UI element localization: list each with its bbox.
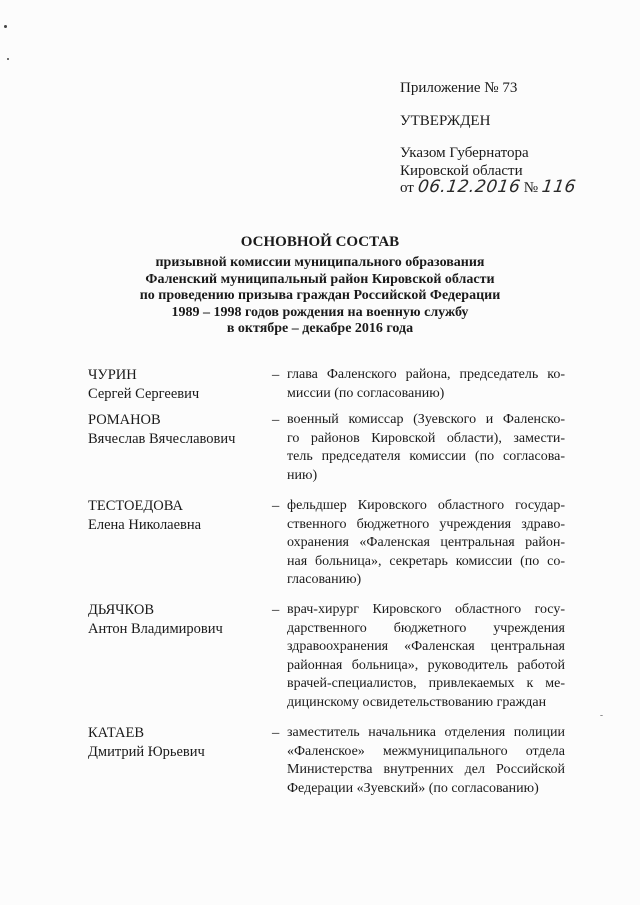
member-duty-line: охранения «Фаленская центральная район- <box>287 535 565 550</box>
member-duty-line: миссии (по согласованию) <box>287 385 445 401</box>
member-surname: ЧУРИН <box>88 367 137 383</box>
separator-dash: – <box>272 498 280 514</box>
approved-label: УТВЕРЖДЕН <box>400 113 491 129</box>
member-duty-line: го районов Кировской области), замести- <box>287 430 565 446</box>
decree-line-2: Кировской области <box>400 163 523 179</box>
handwritten-number: 116 <box>540 177 578 197</box>
scan-speck <box>4 25 7 28</box>
number-sign: № <box>523 180 539 196</box>
subtitle-line: в октябре – декабре 2016 года <box>226 321 414 336</box>
member-given-name: Вячеслав Вячеславович <box>88 430 236 447</box>
member-duty-line: ная больница», секретарь комиссии (по со- <box>287 553 565 569</box>
member-duty-line: фельдшер Кировского областного государ- <box>287 498 565 513</box>
appendix-number: Приложение № 73 <box>400 80 518 96</box>
member-duty-line: Федерации «Зуевский» (по согласованию) <box>287 780 539 796</box>
member-given-name: Дмитрий Юрьевич <box>88 743 205 760</box>
member-surname: КАТАЕВ <box>88 725 145 741</box>
separator-dash: – <box>272 367 280 383</box>
member-surname: РОМАНОВ <box>88 412 161 428</box>
member-duty-line: глава Фаленского района, председатель ко- <box>287 367 565 382</box>
member-duty-line: «Фаленское» межмуниципального отдела <box>287 743 565 759</box>
date-prefix: от <box>400 180 414 196</box>
member-duty-line: гласованию) <box>287 572 362 587</box>
member-duty-line: нию) <box>287 467 318 483</box>
decree-date-line <box>400 178 576 197</box>
separator-dash: – <box>272 725 280 741</box>
member-given-name: Елена Николаевна <box>88 516 202 533</box>
member-given-name: Антон Владимирович <box>88 620 223 637</box>
member-duty-line: заместитель начальника отделения полиции <box>287 725 565 740</box>
scan-speck <box>600 715 603 716</box>
scan-speck <box>7 58 9 60</box>
document-title: ОСНОВНОЙ СОСТАВ <box>240 234 400 250</box>
handwritten-date: 06.12.2016 <box>416 177 522 197</box>
member-surname: ТЕСТОЕДОВА <box>88 498 183 514</box>
member-duty-line: здравоохранения «Фаленская центральная <box>287 639 565 654</box>
subtitle-line: по проведению призыва граждан Российской Федерации <box>139 288 501 303</box>
subtitle-line: Фаленский муниципальный район Кировской области <box>145 271 495 287</box>
member-duty-line: тель председателя комиссии (по согласова- <box>287 449 565 464</box>
subtitle-line: 1989 – 1998 годов рождения на военную службу <box>171 304 469 320</box>
separator-dash: – <box>272 412 280 428</box>
subtitle-line: призывной комиссии муниципального образования <box>155 255 485 270</box>
member-duty-line: дицинскому освидетельствованию граждан <box>287 694 547 710</box>
member-duty-line: Министерства внутренних дел Российской <box>287 762 565 777</box>
member-duty-line: врач-хирург Кировского областного госу- <box>287 602 565 617</box>
member-duty-line: дарственного бюджетного учреждения <box>287 620 565 636</box>
member-duty-line: районная больница», руководитель работой <box>287 657 565 673</box>
separator-dash: – <box>272 602 280 618</box>
member-duty-line: ственного бюджетного учреждения здраво- <box>287 516 565 532</box>
member-duty-line: врачей-специалистов, привлекаемых к ме- <box>287 676 565 691</box>
member-duty-line: военный комиссар (Зуевского и Фаленско- <box>287 412 565 427</box>
member-surname: ДЬЯЧКОВ <box>88 602 154 618</box>
decree-line-1: Указом Губернатора <box>400 145 529 161</box>
member-given-name: Сергей Сергеевич <box>88 385 200 402</box>
